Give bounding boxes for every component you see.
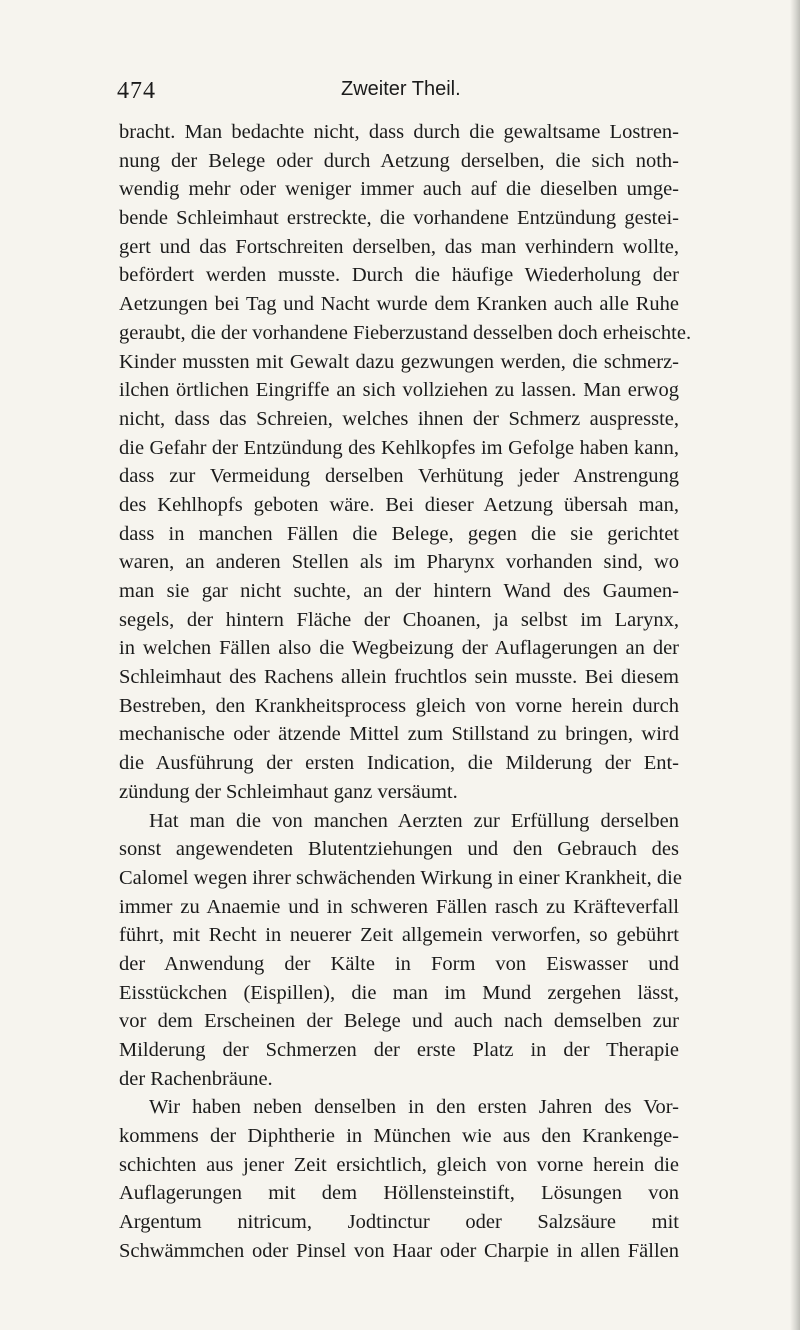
text-line: segels, der hintern Fläche der Choanen, ja selbst im Larynx, [119, 608, 679, 631]
text-line: Kinder mussten mit Gewalt dazu gezwungen werden, die schmerz- [119, 350, 679, 373]
text-line: ilchen örtlichen Eingriffe an sich vollziehen zu lassen. Man erwog [119, 379, 679, 402]
text-line: man sie gar nicht suchte, an der hintern Wand des Gaumen- [119, 580, 679, 602]
text-line: zündung der Schleimhaut ganz versäumt. [119, 780, 458, 803]
text-line: bende Schleimhaut erstreckte, die vorhandene Entzündung gestei- [119, 207, 679, 230]
text-line: Argentum nitricum, Jodtinctur oder Salzsäure mit [119, 1211, 679, 1234]
text-line: wendig mehr oder weniger immer auch auf die dieselben umge- [119, 178, 679, 201]
text-line: die Gefahr der Entzündung des Kehlkopfes im Gefolge haben kann, [119, 436, 679, 459]
text-line: Hat man die von manchen Aerzten zur Erfüllung derselben [149, 809, 679, 832]
text-line: Wir haben neben denselben in den ersten Jahren des Vor- [149, 1096, 679, 1119]
text-line: befördert werden musste. Durch die häufige Wiederholung der [119, 264, 679, 287]
text-line: Calomel wegen ihrer schwächenden Wirkung in einer Krankheit, die [119, 866, 682, 889]
text-line: bracht. Man bedachte nicht, dass durch die gewaltsame Lostren- [119, 121, 679, 143]
text-line: nicht, dass das Schreien, welches ihnen der Schmerz auspresste, [119, 407, 679, 430]
text-line: Aetzungen bei Tag und Nacht wurde dem Kranken auch alle Ruhe [119, 293, 679, 316]
text-line: sonst angewendeten Blutentziehungen und den Gebrauch des [119, 838, 679, 861]
text-line: kommens der Diphtherie in München wie aus den Krankenge- [119, 1125, 679, 1148]
body-text [119, 118, 692, 1266]
running-head: Zweiter Theil. [341, 78, 461, 100]
text-line: Schleimhaut des Rachens allein fruchtlos sein musste. Bei diesem [119, 666, 679, 689]
text-line: Bestreben, den Krankheitsprocess gleich von vorne herein durch [119, 694, 679, 717]
page-header [117, 78, 697, 108]
text-line: geraubt, die der vorhandene Fieberzustand desselben doch erheischte. [119, 321, 692, 344]
page-number: 474 [117, 78, 156, 104]
page-edge-shadow [790, 0, 800, 1330]
text-line: Schwämmchen oder Pinsel von Haar oder Charpie in allen Fällen [119, 1239, 679, 1262]
text-line: die Ausführung der ersten Indication, die Milderung der Ent- [119, 752, 679, 775]
text-line: Eisstückchen (Eispillen), die man im Mund zergehen lässt, [119, 981, 679, 1004]
text-line: waren, an anderen Stellen als im Pharynx vorhanden sind, wo [119, 551, 679, 574]
text-line: der Rachenbräune. [119, 1067, 273, 1090]
text-line: nung der Belege oder durch Aetzung derselben, die sich noth- [119, 149, 679, 172]
text-line: Auflagerungen mit dem Höllensteinstift, Lösungen von [119, 1182, 679, 1205]
text-line: des Kehlhopfs geboten wäre. Bei dieser Aetzung übersah man, [119, 493, 679, 516]
text-line: in welchen Fällen also die Wegbeizung der Auflagerungen an der [119, 637, 679, 660]
text-line: dass zur Vermeidung derselben Verhütung jeder Anstrengung [119, 465, 679, 488]
text-line: dass in manchen Fällen die Belege, gegen die sie gerichtet [119, 522, 679, 545]
text-line: schichten aus jener Zeit ersichtlich, gleich von vorne herein die [119, 1153, 679, 1176]
text-line: vor dem Erscheinen der Belege und auch nach demselben zur [119, 1010, 679, 1033]
text-line: führt, mit Recht in neuerer Zeit allgemein verworfen, so gebührt [119, 924, 679, 947]
text-line: der Anwendung der Kälte in Form von Eiswasser und [119, 952, 679, 975]
text-line: immer zu Anaemie und in schweren Fällen rasch zu Kräfteverfall [119, 895, 679, 918]
text-line: Milderung der Schmerzen der erste Platz in der Therapie [119, 1039, 679, 1061]
text-line: gert und das Fortschreiten derselben, das man verhindern wollte, [119, 235, 679, 258]
text-line: mechanische oder ätzende Mittel zum Stillstand zu bringen, wird [119, 723, 679, 746]
